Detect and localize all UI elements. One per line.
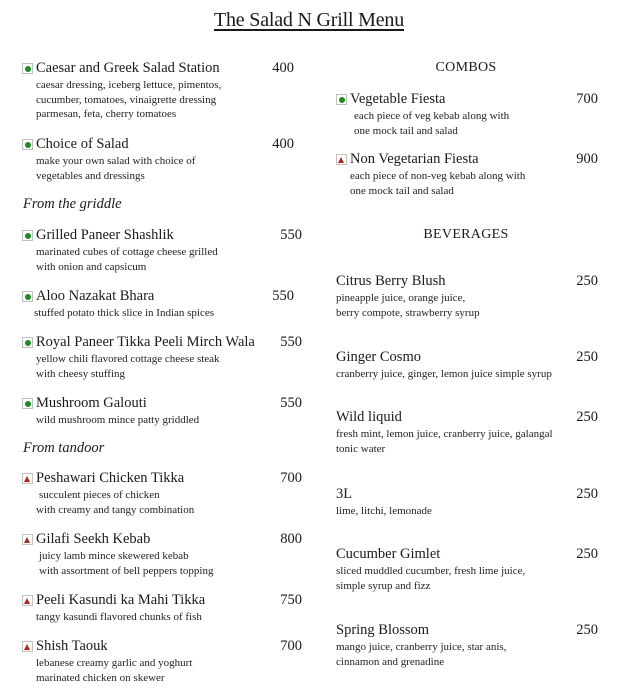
item-price: 800 (280, 531, 302, 547)
menu-item (22, 227, 302, 274)
menu-item (336, 546, 608, 593)
item-desc-line: cranberry juice, ginger, lemon juice simple syrup (336, 368, 552, 380)
item-desc-line: tangy kasundi flavored chunks of fish (36, 611, 202, 623)
menu-item (22, 592, 302, 625)
item-desc-line: marinated chicken on skewer (36, 671, 165, 684)
veg-icon (22, 139, 33, 150)
veg-icon (22, 398, 33, 409)
item-desc-line: tonic water (336, 442, 386, 455)
item-name: Grilled Paneer Shashlik (36, 227, 174, 243)
menu-item (22, 60, 302, 122)
item-name: Cucumber Gimlet (336, 546, 441, 562)
item-desc-line: cinnamon and grenadine (336, 655, 445, 668)
item-price: 700 (280, 470, 302, 486)
item-desc-line: vegetables and dressings (36, 169, 145, 182)
non-veg-icon (22, 595, 33, 606)
item-name: Caesar and Greek Salad Station (36, 60, 220, 76)
item-price: 250 (576, 546, 598, 562)
item-desc-line: yellow chili flavored cottage cheese steak (36, 353, 220, 365)
item-price: 250 (576, 349, 598, 365)
menu-item (336, 349, 608, 382)
item-desc-line: with assortment of bell peppers topping (39, 564, 214, 577)
menu-item (336, 409, 608, 456)
item-desc-line: lebanese creamy garlic and yoghurt (36, 657, 193, 669)
section-heading-griddle: From the griddle (23, 196, 122, 212)
item-name: Spring Blossom (336, 622, 430, 638)
item-price: 900 (576, 151, 598, 167)
section-heading-beverages: BEVERAGES (423, 227, 509, 242)
menu-item (22, 638, 302, 685)
item-name: Wild liquid (336, 409, 402, 425)
veg-icon (22, 230, 33, 241)
veg-icon (22, 63, 33, 74)
item-desc-line: simple syrup and fizz (336, 579, 431, 592)
item-desc-line: lime, litchi, lemonade (336, 505, 432, 517)
menu-item (22, 136, 302, 183)
item-name: Aloo Nazakat Bhara (36, 288, 155, 304)
menu-title: The Salad N Grill Menu (213, 9, 404, 31)
item-name: Non Vegetarian Fiesta (350, 151, 479, 167)
item-desc-line: one mock tail and salad (350, 184, 454, 197)
item-price: 550 (280, 395, 302, 411)
item-name: Ginger Cosmo (336, 349, 421, 365)
item-name: Royal Paneer Tikka Peeli Mirch Wala (36, 334, 255, 350)
item-desc-line: pineapple juice, orange juice, (336, 292, 466, 304)
menu-item (336, 622, 608, 669)
item-desc-line: caesar dressing, iceberg lettuce, pimentos, (36, 79, 222, 91)
item-price: 700 (280, 638, 302, 654)
item-price: 750 (280, 592, 302, 608)
item-name: 3L (336, 486, 353, 502)
item-desc-line: wild mushroom mince patty griddled (36, 414, 200, 426)
item-desc-line: one mock tail and salad (354, 124, 458, 137)
item-desc-line: each piece of veg kebab along with (354, 110, 510, 122)
item-price: 400 (272, 136, 294, 152)
non-veg-icon (22, 534, 33, 545)
non-veg-icon (22, 641, 33, 652)
menu-item (22, 395, 302, 428)
item-desc-line: with onion and capsicum (36, 260, 147, 273)
veg-icon (22, 337, 33, 348)
item-desc-line: cucumber, tomatoes, vinaigrette dressing (36, 93, 217, 106)
item-price: 550 (280, 334, 302, 350)
item-desc-line: each piece of non-veg kebab along with (350, 170, 526, 182)
menu-item (22, 470, 302, 517)
item-desc-line: mango juice, cranberry juice, star anis, (336, 641, 507, 653)
item-desc-line: with creamy and tangy combination (36, 503, 195, 516)
item-desc-line: with cheesy stuffing (36, 367, 126, 380)
item-desc-line: berry compote, strawberry syrup (336, 306, 480, 319)
menu-item (336, 486, 608, 519)
item-desc-line: sliced muddled cucumber, fresh lime juice, (336, 565, 526, 577)
item-price: 250 (576, 622, 598, 638)
veg-icon (22, 291, 33, 302)
item-name: Citrus Berry Blush (336, 273, 446, 289)
item-name: Peeli Kasundi ka Mahi Tikka (36, 592, 206, 608)
item-price: 250 (576, 486, 598, 502)
menu-item (22, 531, 302, 578)
section-heading-tandoor: From tandoor (23, 440, 105, 456)
item-desc-line: make your own salad with choice of (36, 155, 196, 167)
item-name: Peshawari Chicken Tikka (36, 470, 185, 486)
non-veg-icon (22, 473, 33, 484)
menu-item (22, 288, 302, 321)
menu-item (22, 334, 302, 381)
non-veg-icon (336, 154, 347, 165)
item-desc-line: fresh mint, lemon juice, cranberry juice, galangal (336, 428, 553, 440)
item-name: Gilafi Seekh Kebab (36, 531, 151, 547)
item-price: 250 (576, 273, 598, 289)
item-name: Vegetable Fiesta (350, 91, 446, 107)
item-desc-line: stuffed potato thick slice in Indian spices (34, 307, 215, 319)
item-desc-line: marinated cubes of cottage cheese grilled (36, 246, 218, 258)
item-price: 250 (576, 409, 598, 425)
item-desc-line: parmesan, feta, cherry tomatoes (36, 108, 177, 120)
item-price: 550 (272, 288, 294, 304)
item-price: 550 (280, 227, 302, 243)
menu-item (336, 91, 608, 138)
item-name: Mushroom Galouti (36, 395, 147, 411)
item-price: 400 (272, 60, 294, 76)
item-desc-line: succulent pieces of chicken (39, 489, 160, 501)
item-price: 700 (576, 91, 598, 107)
veg-icon (336, 94, 347, 105)
item-desc-line: juicy lamb mince skewered kebab (39, 550, 189, 562)
menu-item (336, 151, 608, 198)
section-heading-combos: COMBOS (435, 60, 497, 75)
item-name: Choice of Salad (36, 136, 129, 152)
menu-item (336, 273, 608, 320)
item-name: Shish Taouk (36, 638, 108, 654)
